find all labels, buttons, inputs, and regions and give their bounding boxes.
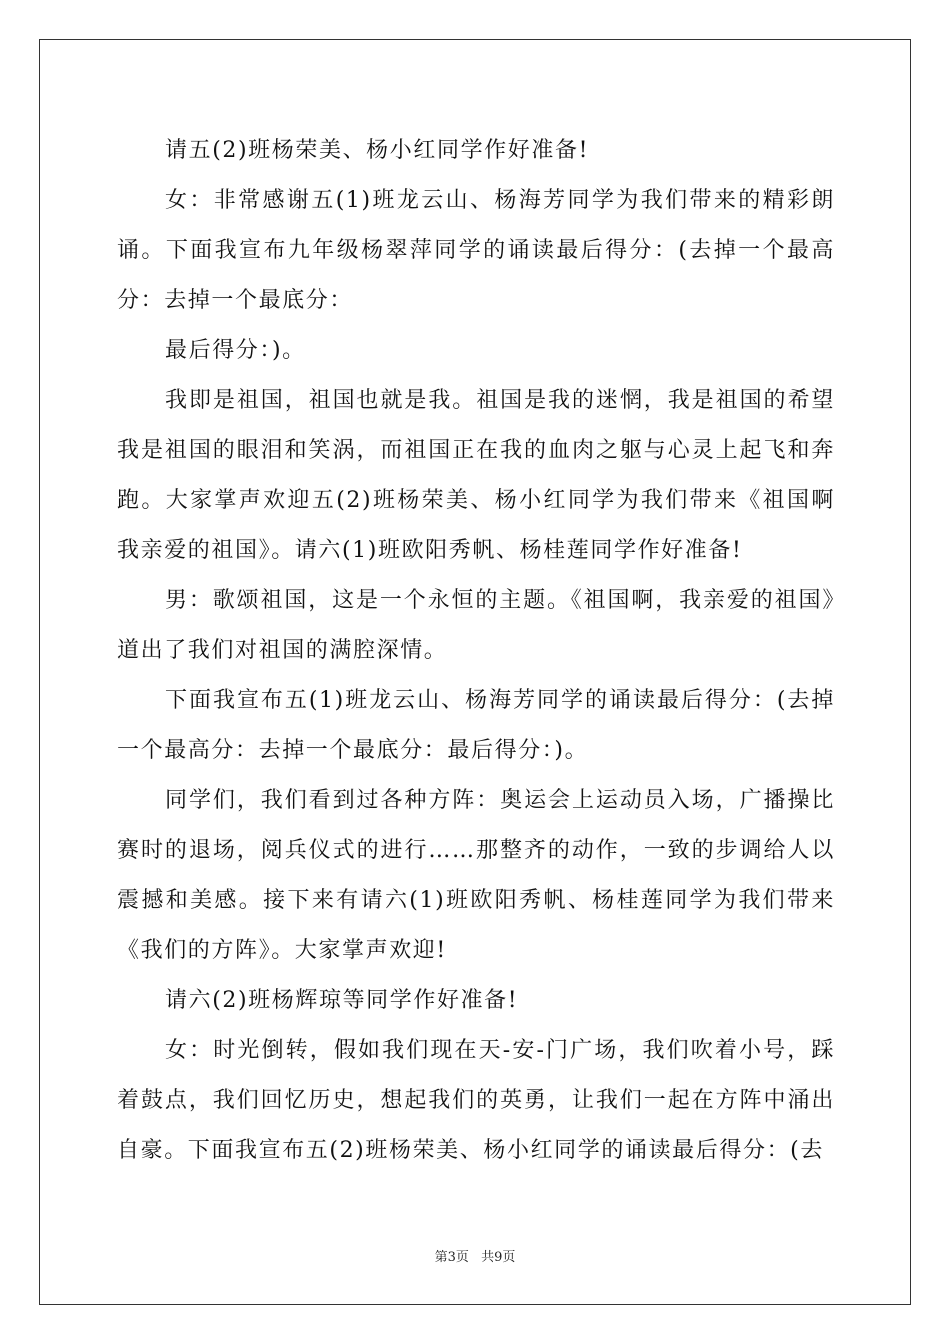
paragraph: 下面我宣布五(1)班龙云山、杨海芳同学的诵读最后得分：(去掉一个最高分：去掉一个最底分：最后得分：)。	[117, 688, 835, 763]
page-footer	[0, 1246, 950, 1265]
page-number: 第3页	[434, 1250, 469, 1265]
paragraph: 女：非常感谢五(1)班龙云山、杨海芳同学为我们带来的精彩朗诵。下面我宣布九年级杨翠萍同学的诵读最后得分：(去掉一个最高分：去掉一个最底分：	[117, 188, 835, 313]
paragraph: 同学们，我们看到过各种方阵：奥运会上运动员入场，广播操比赛时的退场，阅兵仪式的进行……那整齐的动作，一致的步调给人以震撼和美感。接下来有请六(1)班欧阳秀帆、杨桂莲同学为我们带来《我们的方阵》。大家掌声欢迎!	[117, 788, 835, 963]
paragraph: 我即是祖国，祖国也就是我。祖国是我的迷惘，我是祖国的希望我是祖国的眼泪和笑涡，而祖国正在我的血肉之躯与心灵上起飞和奔跑。大家掌声欢迎五(2)班杨荣美、杨小红同学为我们带来《祖国啊我亲爱的祖国》。请六(1)班欧阳秀帆、杨桂莲同学作好准备!	[117, 388, 835, 563]
paragraph: 女：时光倒转，假如我们现在天-安-门广场，我们吹着小号，踩着鼓点，我们回忆历史，想起我们的英勇，让我们一起在方阵中涌出自豪。下面我宣布五(2)班杨荣美、杨小红同学的诵读最后得分：(去	[117, 1038, 835, 1163]
paragraph: 请六(2)班杨辉琼等同学作好准备!	[165, 988, 519, 1013]
document-body	[117, 126, 835, 1176]
paragraph: 请五(2)班杨荣美、杨小红同学作好准备!	[165, 138, 590, 163]
page-total: 共9页	[481, 1250, 516, 1265]
paragraph: 男：歌颂祖国，这是一个永恒的主题。《祖国啊，我亲爱的祖国》道出了我们对祖国的满腔深情。	[117, 588, 835, 663]
paragraph: 最后得分：)。	[165, 338, 306, 363]
